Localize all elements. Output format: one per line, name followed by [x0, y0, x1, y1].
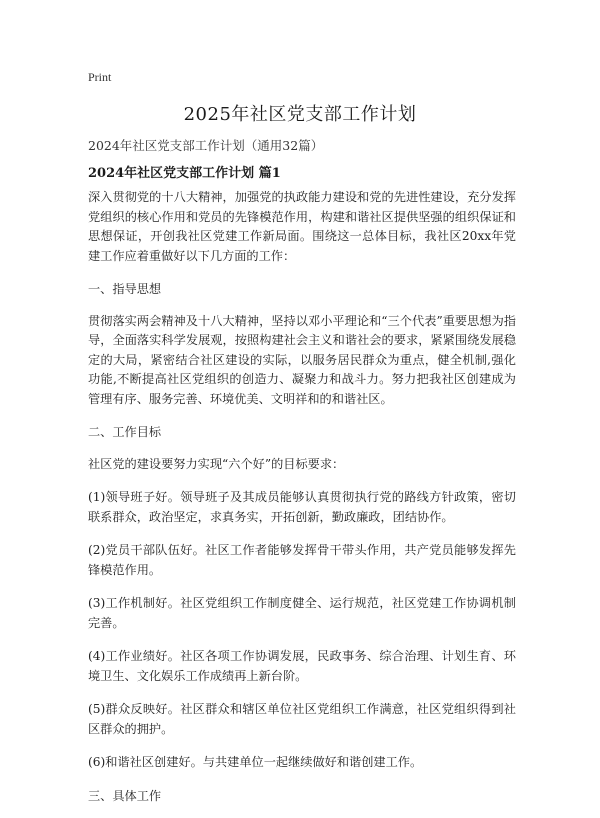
- goal-item-3: (3)工作机制好。社区党组织工作制度健全、运行规范，社区党建工作协调机制完善。: [88, 596, 516, 630]
- intro-paragraph: 深入贯彻党的十八大精神，加强党的执政能力建设和党的先进性建设，充分发挥党组织的核心作用和党员的先锋模范作用，构建和谐社区提供坚强的组织保证和思想保证，开创我社区党建工作新局面。围绕这一总体目标，我社区20xx年党建工作应着重做好以下几方面的工作：: [88, 190, 516, 263]
- heading-work-goals: 二、工作目标: [88, 425, 162, 439]
- goals-intro-paragraph: 社区党的建设要努力实现“六个好”的目标要求：: [88, 456, 345, 471]
- goal-item-4: (4)工作业绩好。社区各项工作协调发展，民政事务、综合治理、计划生育、环境卫生、文化娱乐工作成绩再上新台阶。: [88, 649, 516, 683]
- page-title: 2025年社区党支部工作计划: [183, 104, 417, 125]
- heading-specific-work: 三、具体工作: [88, 788, 162, 803]
- print-link[interactable]: Print: [88, 70, 112, 84]
- section-title: 2024年社区党支部工作计划 篇1: [88, 166, 281, 181]
- document-subtitle: 2024年社区党支部工作计划（通用32篇）: [88, 138, 324, 153]
- document-body: [88, 188, 516, 818]
- goal-item-6: (6)和谐社区创建好。与共建单位一起继续做好和谐创建工作。: [88, 755, 423, 769]
- goal-item-1: (1)领导班子好。领导班子及其成员能够认真贯彻执行党的路线方针政策，密切联系群众，政治坚定，求真务实，开拓创新，勤政廉政，团结协作。: [88, 490, 516, 524]
- goal-item-2: (2)党员干部队伍好。社区工作者能够发挥骨干带头作用，共产党员能够发挥先锋模范作用。: [88, 543, 516, 577]
- goal-item-5: (5)群众反映好。社区群众和辖区单位社区党组织工作满意，社区党组织得到社区群众的拥护。: [88, 702, 516, 736]
- heading-guiding-ideology: 一、指导思想: [88, 282, 162, 296]
- guiding-ideology-paragraph: 贯彻落实两会精神及十八大精神，坚持以邓小平理论和“三个代表”重要思想为指导，全面落实科学发展观，按照构建社会主义和谐社会的要求，紧紧围绕发展稳定的大局，紧密结合社区建设的实际，以服务居民群众为重点，健全机制,强化功能,不断提高社区党组织的创造力、凝聚力和战斗力。努力把我社区创建成为管理有序、服务完善、环境优美、文明祥和的和谐社区。: [88, 313, 516, 406]
